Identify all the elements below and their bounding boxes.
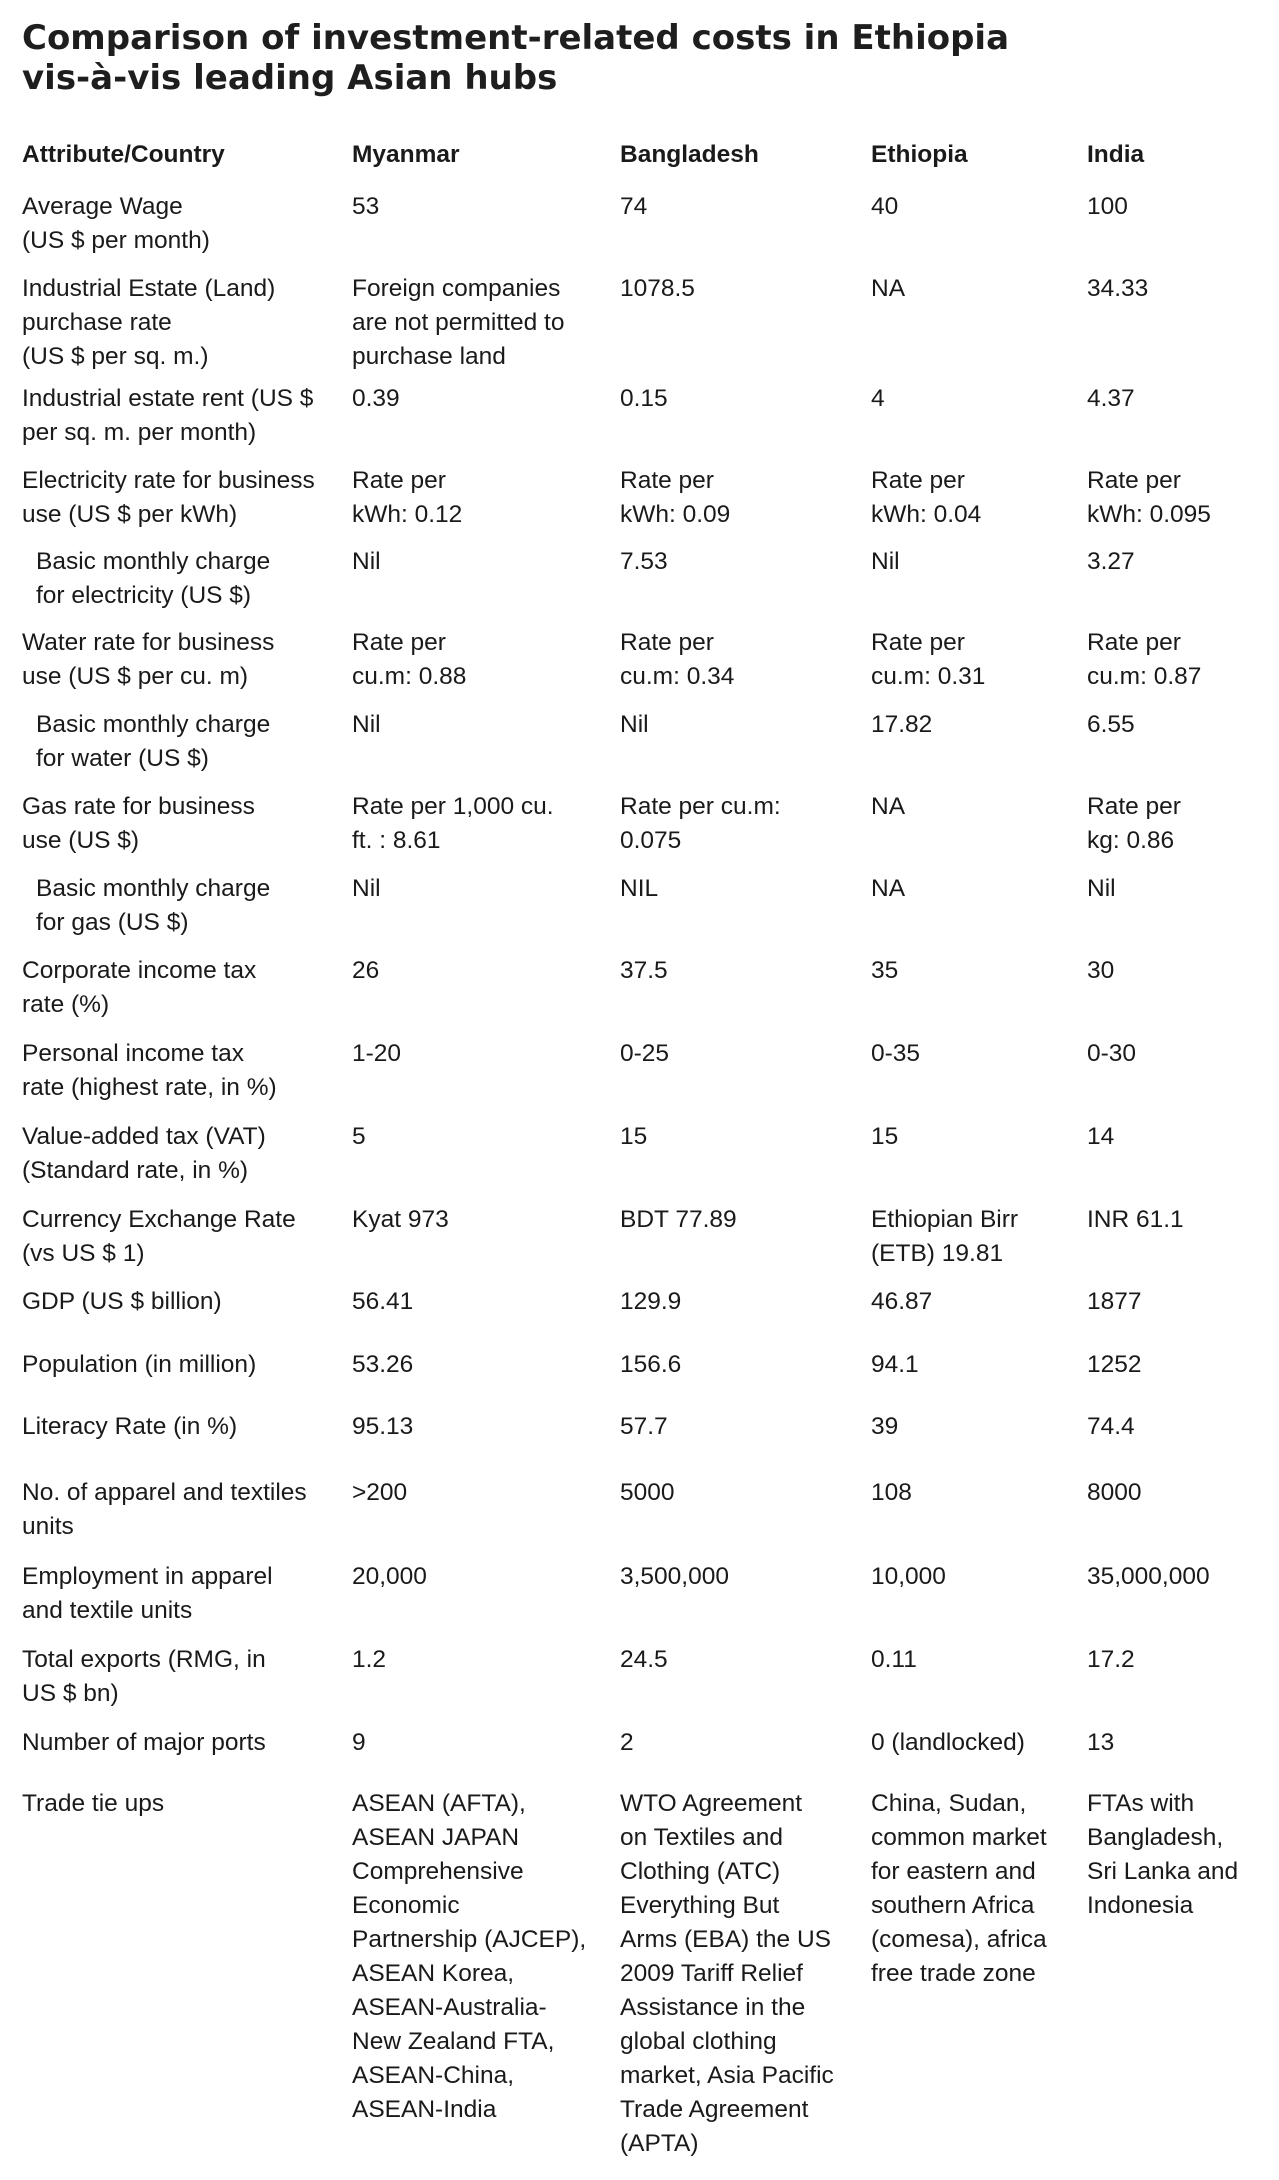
row-attribute: Population (in million) [22, 1351, 257, 1378]
cell-india: 3.27 [1087, 548, 1135, 575]
cell-myanmar: Kyat 973 [352, 1206, 449, 1233]
cell-india: 14 [1087, 1123, 1115, 1150]
header-bangladesh: Bangladesh [620, 141, 759, 168]
cell-bangladesh: 57.7 [620, 1413, 668, 1440]
cell-ethiopia: 10,000 [871, 1563, 946, 1590]
cell-ethiopia: Rate per kWh: 0.04 [871, 467, 982, 528]
header-india: India [1087, 141, 1145, 168]
cell-myanmar: 0.39 [352, 385, 400, 412]
row-attribute: Employment in apparel and textile units [22, 1563, 273, 1624]
cell-myanmar: 95.13 [352, 1413, 414, 1440]
cell-ethiopia: 0 (landlocked) [871, 1729, 1025, 1756]
cell-ethiopia: 39 [871, 1413, 899, 1440]
cell-myanmar: >200 [352, 1479, 408, 1506]
cell-myanmar: 1-20 [352, 1040, 402, 1067]
cell-bangladesh: 7.53 [620, 548, 668, 575]
cell-myanmar: Rate per kWh: 0.12 [352, 467, 463, 528]
row-attribute: Industrial Estate (Land) purchase rate (US $ per sq. m.) [22, 275, 276, 370]
row-attribute: Personal income tax rate (highest rate, in %) [22, 1040, 277, 1101]
cell-bangladesh: 0-25 [620, 1040, 670, 1067]
row-attribute: Total exports (RMG, in US $ bn) [22, 1646, 266, 1707]
cell-myanmar: 20,000 [352, 1563, 427, 1590]
cell-ethiopia: NA [871, 793, 906, 820]
cell-bangladesh: Rate per kWh: 0.09 [620, 467, 731, 528]
cell-bangladesh: NIL [620, 875, 659, 902]
cell-myanmar: 9 [352, 1729, 366, 1756]
row-attribute: Gas rate for business use (US $) [22, 793, 255, 854]
cell-myanmar: 53 [352, 193, 380, 220]
cell-india: 1877 [1087, 1288, 1142, 1315]
cell-myanmar: 53.26 [352, 1351, 414, 1378]
cell-ethiopia: 108 [871, 1479, 912, 1506]
row-attribute: Currency Exchange Rate (vs US $ 1) [22, 1206, 296, 1267]
cell-myanmar: Nil [352, 548, 381, 575]
cell-myanmar: ASEAN (AFTA), ASEAN JAPAN Comprehensive Economic Partnership (AJCEP), ASEAN Korea, ASEAN-Australia- New Zealand FTA, ASEAN-China, ASEAN-India [352, 1790, 587, 2123]
cell-bangladesh: 5000 [620, 1479, 675, 1506]
row-attribute: Average Wage (US $ per month) [22, 193, 210, 254]
cell-india: 1252 [1087, 1351, 1142, 1378]
cell-myanmar: Nil [352, 711, 381, 738]
cell-bangladesh: 37.5 [620, 957, 668, 984]
cell-ethiopia: 40 [871, 193, 899, 220]
row-attribute: Value-added tax (VAT) (Standard rate, in %) [22, 1123, 266, 1184]
title-line-2: vis-à-vis leading Asian hubs [22, 58, 558, 98]
header-ethiopia: Ethiopia [871, 141, 968, 168]
row-attribute: Literacy Rate (in %) [22, 1413, 238, 1440]
cell-bangladesh: Rate per cu.m: 0.34 [620, 629, 735, 690]
row-attribute: Corporate income tax rate (%) [22, 957, 257, 1018]
cell-ethiopia: Nil [871, 548, 900, 575]
cell-india: 74.4 [1087, 1413, 1135, 1440]
cell-bangladesh: 156.6 [620, 1351, 682, 1378]
cell-bangladesh: 74 [620, 193, 648, 220]
cell-ethiopia: 0-35 [871, 1040, 921, 1067]
cell-ethiopia: Rate per cu.m: 0.31 [871, 629, 986, 690]
cell-bangladesh: 15 [620, 1123, 648, 1150]
page-title [22, 18, 1242, 98]
cell-ethiopia: 46.87 [871, 1288, 933, 1315]
cell-bangladesh: 24.5 [620, 1646, 668, 1673]
cell-bangladesh: 1078.5 [620, 275, 695, 302]
cell-myanmar: 26 [352, 957, 380, 984]
row-attribute: Trade tie ups [22, 1790, 165, 1817]
cell-ethiopia: NA [871, 875, 906, 902]
cell-india: 30 [1087, 957, 1115, 984]
row-attribute: Basic monthly charge for gas (US $) [36, 875, 271, 936]
cell-bangladesh: WTO Agreement on Textiles and Clothing (ATC) Everything But Arms (EBA) the US 2009 Tariff Relief Assistance in the global clothing market, Asia Pacific Trade Agreement (APTA) [620, 1790, 834, 2157]
row-attribute: Basic monthly charge for water (US $) [36, 711, 271, 772]
cell-india: 13 [1087, 1729, 1115, 1756]
cell-india: 0-30 [1087, 1040, 1137, 1067]
cell-bangladesh: 129.9 [620, 1288, 682, 1315]
cell-ethiopia: NA [871, 275, 906, 302]
cell-ethiopia: China, Sudan, common market for eastern and southern Africa (comesa), africa free trade zone [871, 1790, 1047, 1987]
header-myanmar: Myanmar [352, 141, 460, 168]
cell-india: 35,000,000 [1087, 1563, 1210, 1590]
title-line-1: Comparison of investment-related costs in Ethiopia [22, 18, 1010, 58]
cell-myanmar: 1.2 [352, 1646, 387, 1673]
row-attribute: GDP (US $ billion) [22, 1288, 222, 1315]
cell-india: 8000 [1087, 1479, 1142, 1506]
cell-myanmar: Rate per cu.m: 0.88 [352, 629, 467, 690]
cell-india: 100 [1087, 193, 1128, 220]
cell-india: Rate per kWh: 0.095 [1087, 467, 1211, 528]
header-attribute: Attribute/Country [22, 141, 225, 168]
row-attribute: Water rate for business use (US $ per cu. m) [22, 629, 275, 690]
cell-india: 4.37 [1087, 385, 1135, 412]
cell-myanmar: Rate per 1,000 cu. ft. : 8.61 [352, 793, 554, 854]
cell-ethiopia: 4 [871, 385, 885, 412]
cell-india: FTAs with Bangladesh, Sri Lanka and Indonesia [1087, 1790, 1239, 1919]
cell-bangladesh: 2 [620, 1729, 634, 1756]
cell-bangladesh: 0.15 [620, 385, 668, 412]
cell-india: Rate per kg: 0.86 [1087, 793, 1181, 854]
cell-india: Nil [1087, 875, 1116, 902]
cell-myanmar: 5 [352, 1123, 366, 1150]
cell-myanmar: Foreign companies are not permitted to purchase land [352, 275, 565, 370]
cell-ethiopia: 0.11 [871, 1646, 917, 1673]
cell-india: 6.55 [1087, 711, 1135, 738]
cell-ethiopia: 94.1 [871, 1351, 919, 1378]
row-attribute: Industrial estate rent (US $ per sq. m. per month) [22, 385, 314, 446]
cell-india: 17.2 [1087, 1646, 1135, 1673]
cell-bangladesh: Nil [620, 711, 649, 738]
cell-india: Rate per cu.m: 0.87 [1087, 629, 1202, 690]
row-attribute: Basic monthly charge for electricity (US $) [36, 548, 271, 609]
cell-bangladesh: 3,500,000 [620, 1563, 729, 1590]
cell-ethiopia: 15 [871, 1123, 899, 1150]
row-attribute: Number of major ports [22, 1729, 266, 1756]
cell-bangladesh: Rate per cu.m: 0.075 [620, 793, 781, 854]
cell-myanmar: 56.41 [352, 1288, 414, 1315]
cell-bangladesh: BDT 77.89 [620, 1206, 737, 1233]
cell-ethiopia: Ethiopian Birr (ETB) 19.81 [871, 1206, 1019, 1267]
table-header [0, 138, 1279, 172]
cell-myanmar: Nil [352, 875, 381, 902]
cell-india: INR 61.1 [1087, 1206, 1184, 1233]
row-attribute: No. of apparel and textiles units [22, 1479, 307, 1540]
cell-india: 34.33 [1087, 275, 1149, 302]
row-attribute: Electricity rate for business use (US $ per kWh) [22, 467, 315, 528]
cell-ethiopia: 17.82 [871, 711, 933, 738]
cell-ethiopia: 35 [871, 957, 899, 984]
